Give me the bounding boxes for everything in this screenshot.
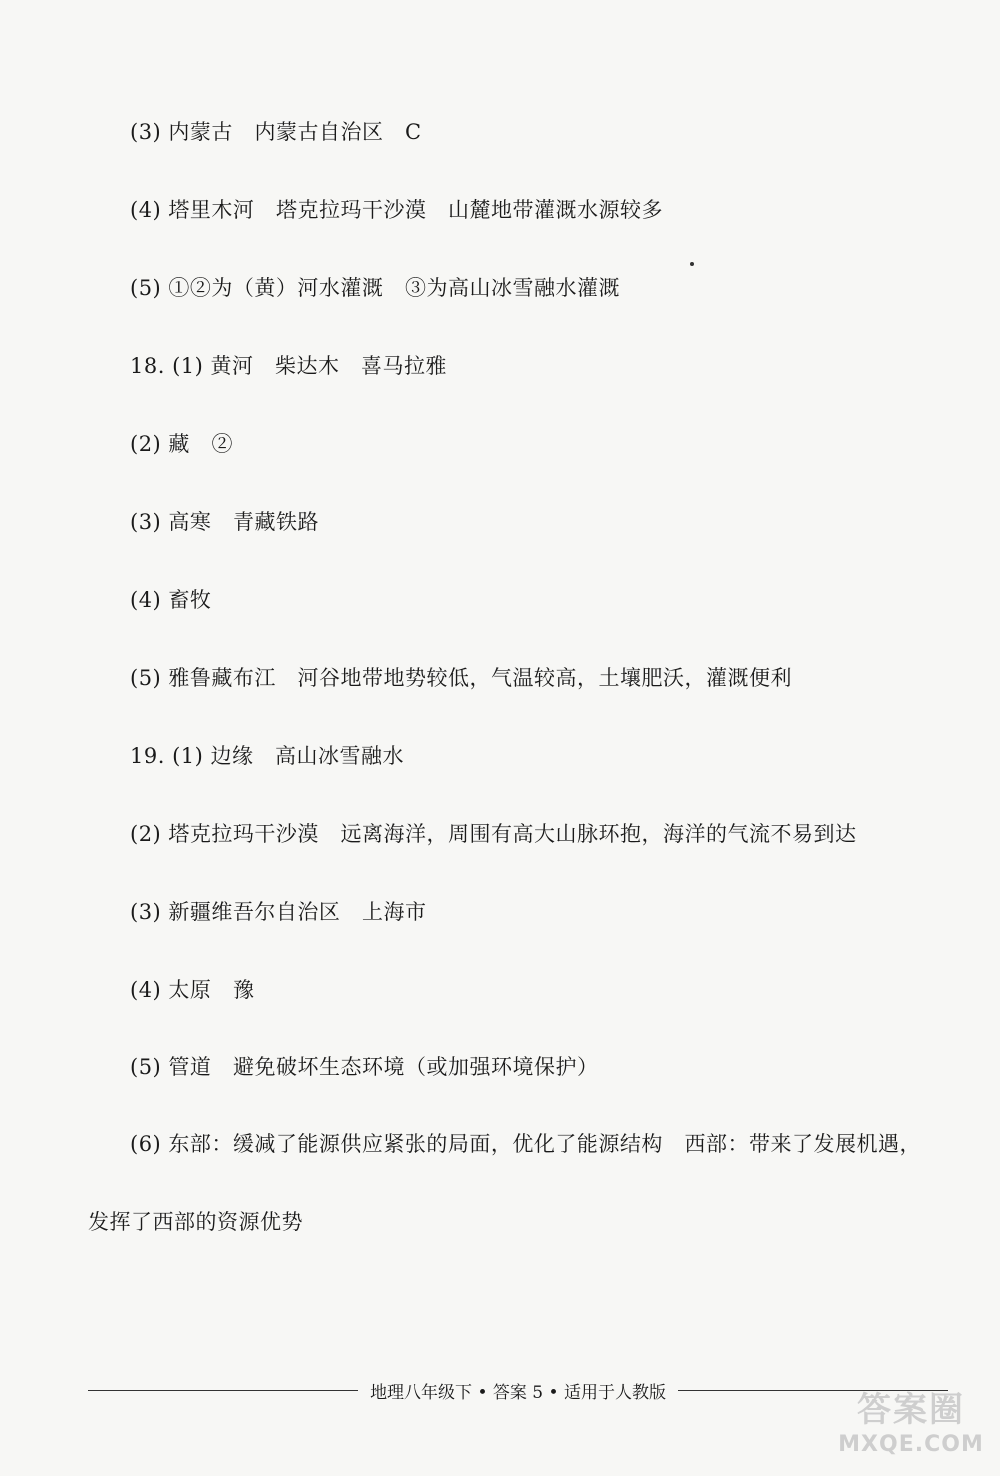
answer-line: (4) 畜牧 xyxy=(130,588,212,612)
answer-line: (3) 高寒 青藏铁路 xyxy=(130,510,319,534)
answer-line: (3) 新疆维吾尔自治区 上海市 xyxy=(130,900,427,924)
watermark-logo xyxy=(836,1388,986,1466)
watermark-title: 答案圈 xyxy=(857,1390,965,1430)
answer-line: (3) 内蒙古 内蒙古自治区 C xyxy=(130,120,422,144)
answer-line: (2) 塔克拉玛干沙漠 远离海洋，周围有高大山脉环抱，海洋的气流不易到达 xyxy=(130,822,857,846)
answer-line: 18. (1) 黄河 柴达木 喜马拉雅 xyxy=(130,354,448,378)
footer-rule-left xyxy=(88,1390,358,1391)
answer-line: (4) 塔里木河 塔克拉玛干沙漠 山麓地带灌溉水源较多 xyxy=(130,198,663,222)
answer-line: (5) ①②为（黄）河水灌溉 ③为高山冰雪融水灌溉 xyxy=(130,276,620,300)
watermark-url: MXQE.COM xyxy=(838,1432,984,1457)
page-footer xyxy=(88,1376,948,1404)
answer-line: 19. (1) 边缘 高山冰雪融水 xyxy=(130,744,405,768)
answer-line: (6) 东部：缓减了能源供应紧张的局面，优化了能源结构 西部：带来了发展机遇， xyxy=(130,1132,921,1156)
answer-line: (4) 太原 豫 xyxy=(130,978,255,1002)
answer-line: (5) 管道 避免破坏生态环境（或加强环境保护） xyxy=(130,1055,599,1079)
answer-line: (2) 藏 ② xyxy=(130,432,233,456)
answer-line: 发挥了西部的资源优势 xyxy=(88,1210,303,1234)
answer-line: (5) 雅鲁藏布江 河谷地带地势较低，气温较高，土壤肥沃，灌溉便利 xyxy=(130,666,792,690)
scan-speck xyxy=(690,262,694,266)
footer-text: 地理八年级下 • 答案 5 • 适用于人教版 xyxy=(370,1382,666,1403)
